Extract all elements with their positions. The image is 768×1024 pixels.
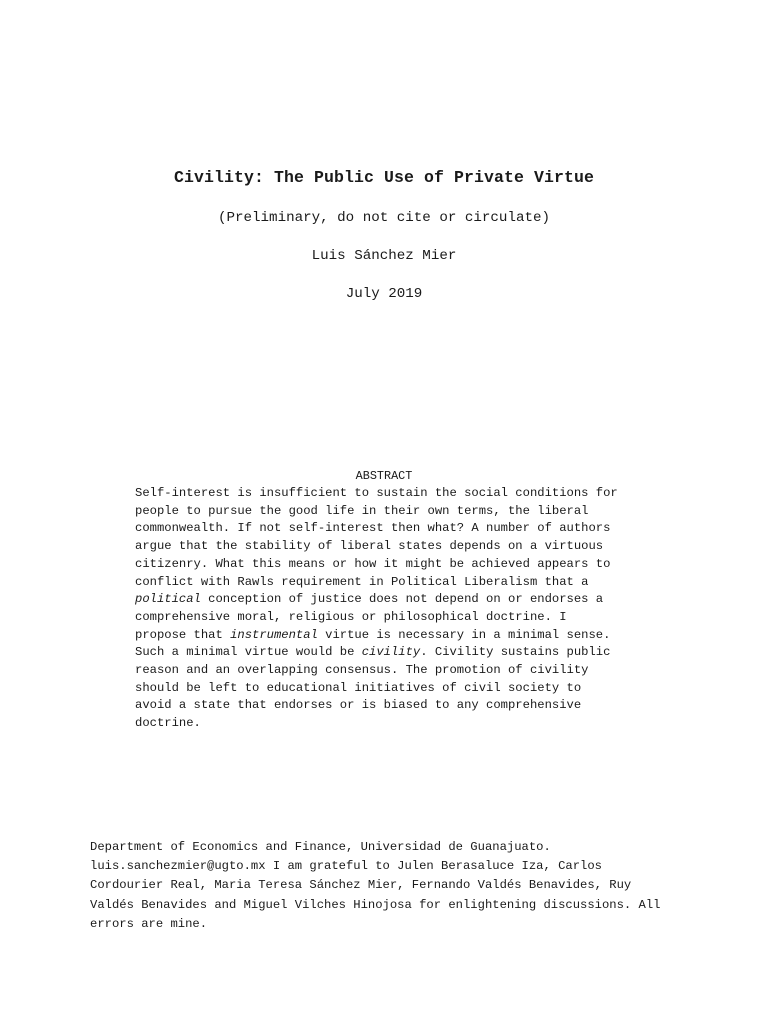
abstract-line — [135, 520, 655, 538]
author-name: Luis Sánchez Mier — [311, 248, 457, 264]
abstract-text: propose that — [135, 627, 231, 642]
abstract-text: citizenry. What this means or how it might be achieved appears to — [135, 556, 611, 571]
abstract-line — [135, 680, 655, 698]
footnote — [90, 838, 710, 934]
abstract-text: Such a minimal virtue would be — [135, 645, 362, 660]
abstract-text: . Civility sustains public — [420, 645, 611, 660]
footnote-line: luis.sanchezmier@ugto.mx I am grateful to Julen Berasaluce Iza, Carlos — [90, 859, 602, 874]
abstract-line — [135, 662, 655, 680]
abstract-line — [135, 715, 655, 733]
abstract-text: should be left to educational initiatives of civil society to — [135, 680, 582, 695]
abstract-text: argue that the stability of liberal states depends on a virtuous — [135, 539, 604, 554]
abstract-text: avoid a state that endorses or is biased to any comprehensive — [135, 698, 582, 713]
abstract-text: conflict with Rawls requirement in Political Liberalism that a — [135, 574, 589, 589]
abstract-text: Self-interest is insufficient to sustain the social conditions for — [135, 486, 618, 500]
abstract-text: people to pursue the good life in their own terms, the liberal — [135, 503, 589, 518]
abstract-line — [135, 644, 655, 662]
abstract-text: conception of justice does not depend on or endorses a — [200, 592, 604, 607]
abstract-line — [135, 609, 655, 627]
abstract-line — [135, 697, 655, 715]
abstract-line — [135, 574, 655, 592]
abstract-text: comprehensive moral, religious or philosophical doctrine. I — [135, 609, 567, 624]
abstract-line — [135, 591, 655, 609]
abstract-emphasis: civility — [361, 645, 421, 660]
footnote-line: Valdés Benavides and Miguel Vilches Hinojosa for enlightening discussions. All — [90, 897, 661, 912]
publication-date: July 2019 — [345, 286, 423, 302]
abstract-text: reason and an overlapping consensus. The promotion of civility — [135, 663, 589, 678]
abstract-line — [135, 556, 655, 574]
abstract-line — [135, 503, 655, 521]
paper-title: Civility: The Public Use of Private Virtue — [173, 168, 595, 187]
abstract-line — [135, 627, 655, 645]
paper-subtitle: (Preliminary, do not cite or circulate) — [217, 210, 551, 226]
abstract-emphasis: instrumental — [230, 627, 318, 642]
abstract-text: commonwealth. If not self-interest then what? A number of authors — [135, 521, 611, 536]
abstract-text: doctrine. — [135, 716, 201, 731]
footnote-line: Cordourier Real, Maria Teresa Sánchez Mier, Fernando Valdés Benavides, Ruy — [90, 878, 632, 893]
abstract-line — [135, 485, 655, 503]
abstract-text: virtue is necessary in a minimal sense. — [317, 627, 611, 642]
abstract-body — [135, 485, 655, 733]
abstract-line — [135, 538, 655, 556]
footnote-line: Department of Economics and Finance, Universidad de Guanajuato. — [90, 840, 551, 854]
footnote-line: errors are mine. — [90, 916, 208, 931]
abstract-heading: ABSTRACT — [355, 469, 413, 483]
abstract-emphasis: political — [135, 592, 201, 607]
